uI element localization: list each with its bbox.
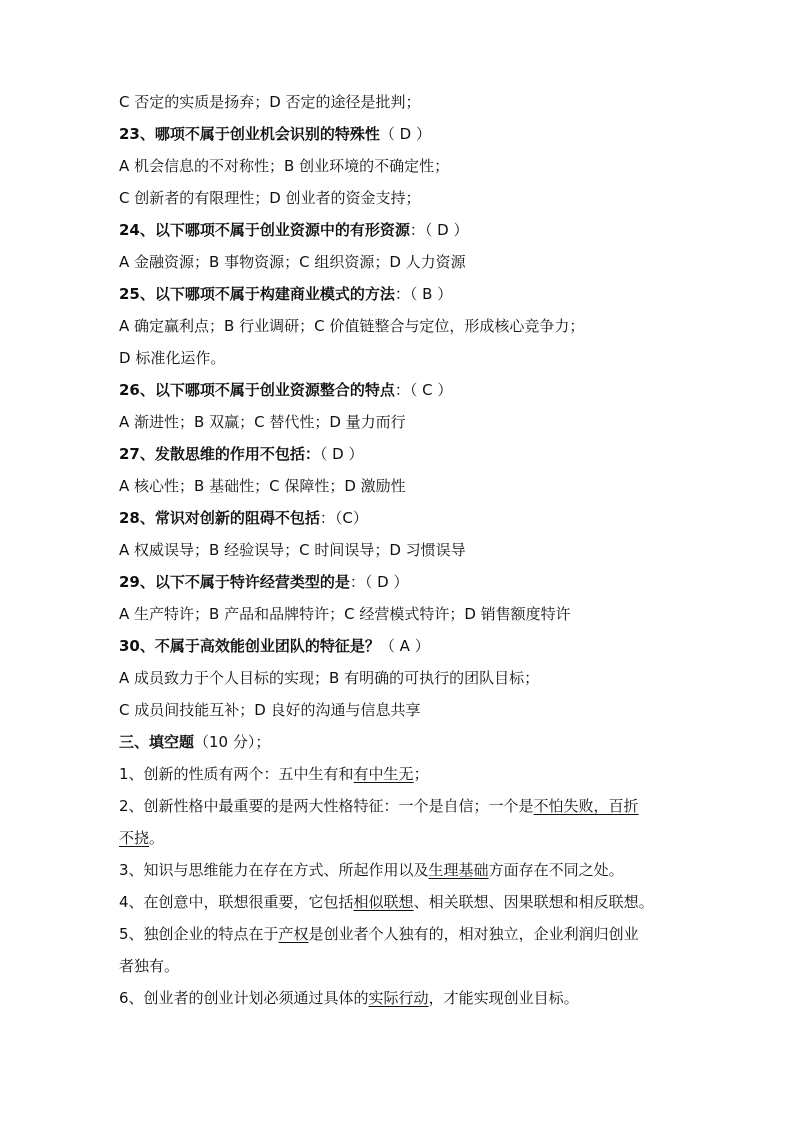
option-line: A 金融资源；B 事物资源；C 组织资源；D 人力资源 (119, 253, 466, 271)
question-25: 25、以下哪项不属于构建商业模式的方法：（ B ） (119, 285, 453, 303)
option-line: D 标准化运作。 (119, 349, 226, 367)
answer: ：（ D ） (349, 573, 409, 591)
question-24: 24、以下哪项不属于创业资源中的有形资源：（ D ） (119, 221, 469, 239)
question-28: 28、常识对创新的阻碍不包括：（C） (119, 509, 368, 527)
fill-blank-line: 2、创新性格中最重要的是两大性格特征：一个是自信；一个是不怕失败，百折 (119, 797, 639, 815)
option-line: A 成员致力于个人目标的实现；B 有明确的可执行的团队目标； (119, 669, 540, 687)
option-line: C 创新者的有限理性；D 创业者的资金支持； (119, 189, 421, 207)
blank-answer: 实际行动 (368, 989, 429, 1007)
blank-answer: 有中生无 (353, 765, 414, 783)
question-26: 26、以下哪项不属于创业资源整合的特点：（ C ） (119, 381, 453, 399)
blank-answer: 相似联想 (353, 893, 414, 911)
option-line: A 权威误导；B 经验误导；C 时间误导；D 习惯误导 (119, 541, 466, 559)
option-line: C 否定的实质是扬弃；D 否定的途径是批判； (119, 93, 421, 111)
answer: （ D ） (379, 125, 431, 143)
answer: ：（ C ） (394, 381, 453, 399)
question-30: 30、不属于高效能创业团队的特征是？（ A ） (119, 637, 430, 655)
answer: （ A ） (379, 637, 430, 655)
blank-answer: 生理基础 (428, 861, 489, 879)
fill-blank-line: 5、独创企业的特点在于产权是创业者个人独有的，相对独立，企业利润归创业 (119, 925, 639, 943)
option-line: A 生产特许；B 产品和品牌特许；C 经营模式特许；D 销售额度特许 (119, 605, 571, 623)
section-score: （10 分）； (194, 733, 271, 751)
answer: ：（ D ） (409, 221, 469, 239)
answer: （ D ） (319, 445, 364, 463)
fill-blank-line: 3、知识与思维能力在存在方式、所起作用以及生理基础方面存在不同之处。 (119, 861, 624, 879)
fill-blank-line: 1、创新的性质有两个：五中生有和有中生无； (119, 765, 429, 783)
fill-blank-line: 不挠。 (119, 829, 165, 847)
option-line: C 成员间技能互补；D 良好的沟通与信息共享 (119, 701, 421, 719)
question-29: 29、以下不属于特许经营类型的是：（ D ） (119, 573, 409, 591)
fill-blank-line: 4、在创意中，联想很重要，它包括相似联想、相关联想、因果联想和相反联想。 (119, 893, 654, 911)
blank-answer: 不挠 (119, 829, 150, 847)
blank-answer: 产权 (278, 925, 309, 943)
option-line: A 核心性；B 基础性；C 保障性；D 激励性 (119, 477, 406, 495)
answer: ：（C） (319, 509, 368, 527)
option-line: A 渐进性；B 双赢；C 替代性；D 量力而行 (119, 413, 406, 431)
answer: ：（ B ） (394, 285, 453, 303)
option-line: A 确定赢利点；B 行业调研；C 价值链整合与定位，形成核心竞争力； (119, 317, 585, 335)
fill-blank-line: 者独有。 (119, 957, 180, 975)
section-heading: 三、填空题（10 分）； (119, 733, 271, 751)
fill-blank-line: 6、创业者的创业计划必须通过具体的实际行动，才能实现创业目标。 (119, 989, 579, 1007)
option-line: A 机会信息的不对称性；B 创业环境的不确定性； (119, 157, 450, 175)
question-23: 23、哪项不属于创业机会识别的特殊性（ D ） (119, 125, 431, 143)
blank-answer: 不怕失败，百折 (533, 797, 639, 815)
question-27: 27、发散思维的作用不包括：（ D ） (119, 445, 364, 463)
